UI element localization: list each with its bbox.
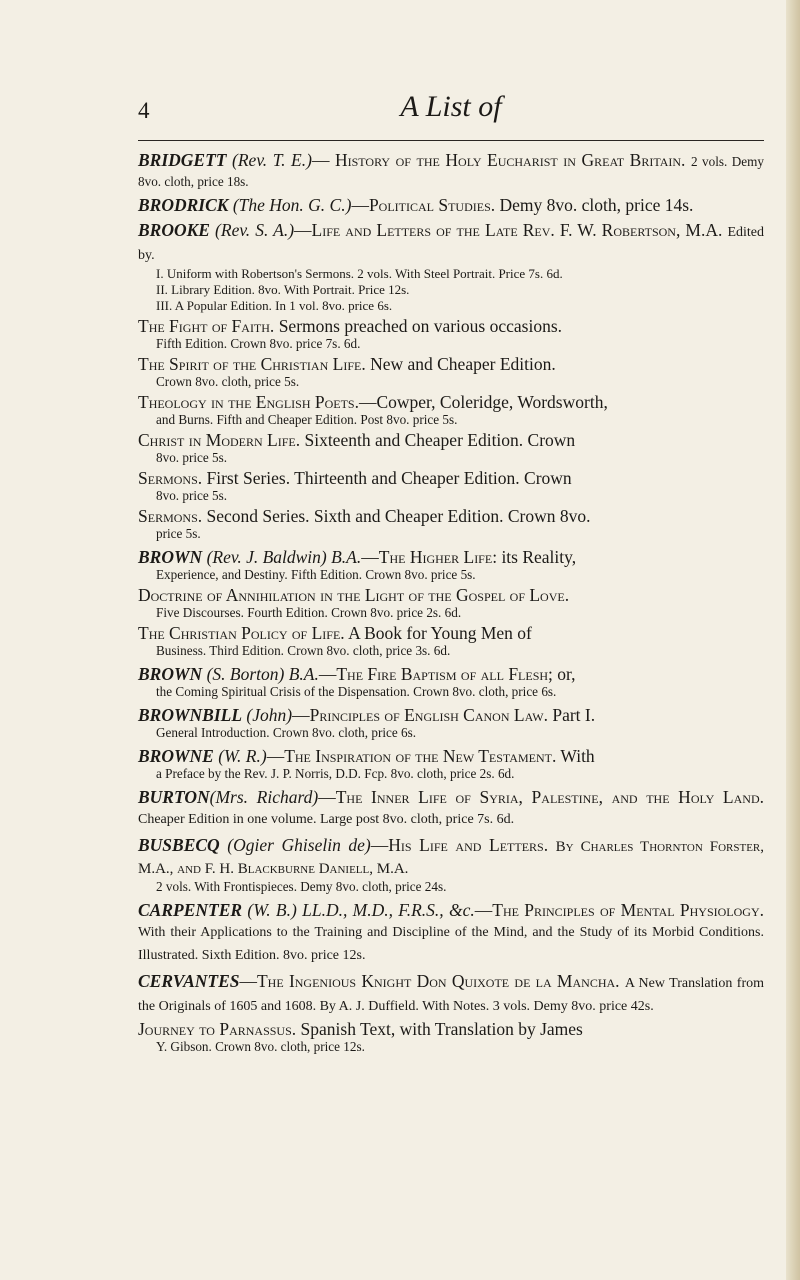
book-title-rest: With (560, 746, 595, 766)
work-details: and Burns. Fifth and Cheaper Edition. Post 8vo. price 5s. (156, 412, 458, 427)
separator: — (311, 150, 335, 170)
book-details: a Preface by the Rev. J. P. Norris, D.D. Fcp. 8vo. cloth, price 2s. 6d. (156, 766, 515, 781)
page-number: 4 (138, 98, 150, 123)
author-qualifier: (W. R.) (218, 746, 267, 766)
work-desc: New and Cheaper Edition. (370, 354, 556, 374)
volume-line: II. Library Edition. 8vo. With Portrait. Price 12s. (156, 282, 410, 297)
running-title: A List of (400, 90, 502, 123)
work-item (138, 623, 764, 659)
book-title-rest: its Reality, (501, 547, 577, 567)
work-title: The Christian Policy of Life. (138, 623, 345, 643)
work-desc: First Series. Thirteenth and Cheaper Edition. Crown (206, 468, 572, 488)
work-item (138, 316, 764, 352)
author-name: BRODRICK (138, 195, 229, 215)
author-name: BUSBECQ (138, 835, 220, 855)
work-item (138, 468, 764, 504)
entry-busbecq (138, 835, 764, 895)
author-qualifier: (Mrs. Richard) (209, 787, 319, 807)
book-details: 2 vols. With Frontispieces. Demy 8vo. cloth, price 24s. (156, 879, 447, 894)
author-name: BROWN (138, 547, 203, 567)
author-name: BROWN (138, 664, 203, 684)
entry-carpenter (138, 900, 764, 966)
author-qualifier: (Rev. T. E.) (232, 150, 312, 170)
page-header (138, 88, 764, 134)
work-desc: A Book for Young Men of (348, 623, 532, 643)
work-item (138, 392, 764, 428)
work-details: 8vo. price 5s. (156, 450, 228, 465)
work-title: Journey to Parnassus. (138, 1019, 297, 1039)
author-qualifier: (S. Borton) B.A. (206, 664, 319, 684)
work-desc: Spanish Text, with Translation by James (300, 1019, 583, 1039)
separator: — (318, 664, 337, 684)
separator: — (294, 220, 312, 240)
author-name: BROOKE (138, 220, 210, 240)
header-rule (138, 140, 764, 141)
book-title: History of the Holy Eucharist in Great Britain. (335, 150, 686, 170)
volume-line: III. A Popular Edition. In 1 vol. 8vo. price 6s. (156, 298, 393, 313)
entry-cervantes (138, 971, 764, 1055)
separator: — (239, 971, 257, 991)
author-name: BRIDGETT (138, 150, 227, 170)
entry-brooke (138, 220, 764, 542)
book-details: Demy 8vo. cloth, price 14s. (499, 195, 694, 215)
work-desc: —Cowper, Coleridge, Wordsworth, (358, 392, 608, 412)
entry-brown-borton (138, 664, 764, 700)
author-name: BROWNBILL (138, 705, 243, 725)
author-name: CERVANTES (138, 971, 240, 991)
work-title: Doctrine of Annihilation in the Light of the Gospel of Love. (138, 585, 570, 605)
author-name: BROWNE (138, 746, 214, 766)
book-details: Edited by. (138, 225, 764, 263)
separator: — (474, 900, 493, 920)
author-name: BURTON (138, 787, 210, 807)
book-title-rest: By Charles Thornton Forster, M.A., and F. H. Blackburne Daniell, M.A. (138, 839, 765, 877)
work-item (138, 506, 764, 542)
separator: — (292, 705, 310, 725)
book-title: Political Studies. (368, 195, 496, 215)
book-details: Experience, and Destiny. Fifth Edition. Crown 8vo. price 5s. (156, 567, 476, 582)
book-title-rest: or, (557, 664, 576, 684)
book-title: His Life and Letters. (388, 835, 549, 855)
entry-brodrick (138, 195, 764, 215)
author-qualifier: (Rev. J. Baldwin) B.A. (206, 547, 362, 567)
work-desc: Sermons preached on various occasions. (278, 316, 563, 336)
work-item (138, 1019, 764, 1055)
work-item (138, 430, 764, 466)
work-details: Five Discourses. Fourth Edition. Crown 8vo. price 2s. 6d. (156, 605, 462, 620)
work-details: Crown 8vo. cloth, price 5s. (156, 374, 300, 389)
catalogue-entries (138, 150, 764, 1060)
book-title: The Fire Baptism of all Flesh; (336, 664, 553, 684)
work-title: The Spirit of the Christian Life. (138, 354, 366, 374)
work-title: Sermons. (138, 506, 203, 526)
work-item (138, 585, 764, 621)
entry-burton (138, 787, 764, 830)
work-details: Y. Gibson. Crown 8vo. cloth, price 12s. (156, 1039, 365, 1054)
entry-brown-baldwin (138, 547, 764, 659)
book-details: 2 vols. Demy 8vo. cloth, price 18s. (138, 154, 764, 189)
work-item (138, 354, 764, 390)
work-details: price 5s. (156, 526, 201, 541)
separator: — (351, 195, 369, 215)
author-qualifier: (The Hon. G. C.) (232, 195, 352, 215)
work-details: Fifth Edition. Crown 8vo. price 7s. 6d. (156, 336, 361, 351)
separator: — (361, 547, 379, 567)
entry-browne (138, 746, 764, 782)
book-title: The Inner Life of Syria, Palestine, and the Holy Land. (335, 787, 764, 807)
work-desc: Sixteenth and Cheaper Edition. Crown (304, 430, 576, 450)
author-qualifier: (Rev. S. A.) (215, 220, 295, 240)
work-details: 8vo. price 5s. (156, 488, 228, 503)
book-details: A New Translation from the Originals of 1605 and 1608. By A. J. Duffield. With Notes. 3 vols. Demy 8vo. price 42s. (138, 976, 765, 1014)
book-details: With their Applications to the Training and Discipline of the Mind, and the Study of its Morbid Conditions. Illustrated. Sixth Edition. 8vo. price 12s. (138, 925, 764, 963)
work-desc: Second Series. Sixth and Cheaper Edition. Crown 8vo. (206, 506, 591, 526)
book-details: the Coming Spiritual Crisis of the Dispensation. Crown 8vo. cloth, price 6s. (156, 684, 557, 699)
author-name: CARPENTER (138, 900, 243, 920)
entry-bridgett (138, 150, 764, 190)
entry-brownbill (138, 705, 764, 741)
book-details: Cheaper Edition in one volume. Large post 8vo. cloth, price 7s. 6d. (138, 812, 515, 827)
work-title: Sermons. (138, 468, 203, 488)
volume-line: I. Uniform with Robertson's Sermons. 2 vols. With Steel Portrait. Price 7s. 6d. (156, 266, 563, 281)
page-edge (786, 0, 800, 1280)
separator: — (266, 746, 285, 766)
book-title: The Higher Life: (378, 547, 498, 567)
work-title: Christ in Modern Life. (138, 430, 301, 450)
book-title: Life and Letters of the Late Rev. F. W. Robertson, M.A. (311, 220, 723, 240)
book-title: The Inspiration of the New Testament. (284, 746, 557, 766)
work-title: Theology in the English Poets. (138, 392, 359, 412)
separator: — (318, 787, 336, 807)
separator: — (370, 835, 389, 855)
work-details: Business. Third Edition. Crown 8vo. cloth, price 3s. 6d. (156, 643, 451, 658)
book-details: General Introduction. Crown 8vo. cloth, price 6s. (156, 725, 417, 740)
book-title: The Principles of Mental Physiology. (492, 900, 765, 920)
book-title: Principles of English Canon Law. (309, 705, 548, 725)
author-qualifier: (Ogier Ghiselin de) (227, 835, 371, 855)
book-title: The Ingenious Knight Don Quixote de la Mancha. (256, 971, 620, 991)
work-title: The Fight of Faith. (138, 316, 275, 336)
author-qualifier: (W. B.) LL.D., M.D., F.R.S., &c. (247, 900, 475, 920)
book-title-rest: Part I. (552, 705, 596, 725)
author-qualifier: (John) (246, 705, 293, 725)
